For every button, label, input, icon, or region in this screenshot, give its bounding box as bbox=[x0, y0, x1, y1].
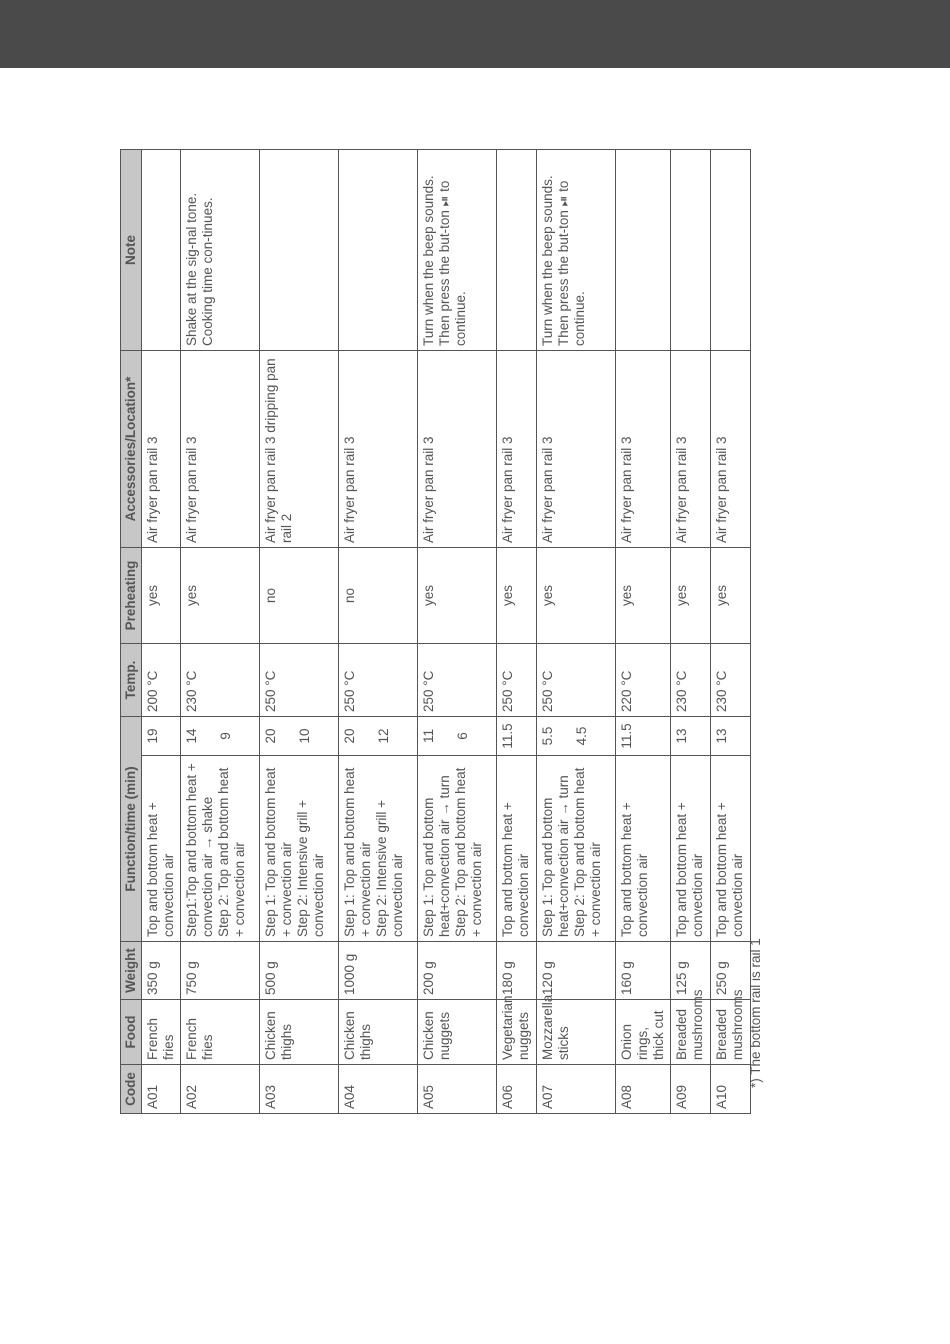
cell-time bbox=[418, 717, 497, 756]
cell-accessories: Air fryer pan rail 3 bbox=[418, 351, 497, 548]
table-header-row bbox=[121, 150, 142, 1114]
function-step: Step 1: Top and bottom heat+convection air → turn bbox=[540, 775, 571, 937]
function-step: Top and bottom heat + convection air bbox=[500, 802, 531, 937]
cell-function bbox=[181, 756, 260, 942]
cell-note bbox=[260, 150, 339, 351]
cell-weight: 200 g bbox=[418, 942, 497, 1000]
function-step: Step1:Top and bottom heat + convection air → shake bbox=[184, 763, 215, 937]
header-note: Note bbox=[121, 150, 142, 351]
table-row bbox=[537, 150, 616, 1114]
cell-temp: 220 °C bbox=[616, 644, 671, 717]
cell-function bbox=[497, 756, 537, 942]
cell-accessories: Air fryer pan rail 3 bbox=[142, 351, 181, 548]
cell-note bbox=[671, 150, 711, 351]
cell-time bbox=[181, 717, 260, 756]
cell-accessories: Air fryer pan rail 3 bbox=[537, 351, 616, 548]
time-value: 13 bbox=[674, 728, 689, 744]
top-bar bbox=[0, 0, 950, 68]
table-row bbox=[616, 150, 671, 1114]
cell-food: French fries bbox=[181, 1000, 260, 1065]
cell-time bbox=[260, 717, 339, 756]
table-row bbox=[260, 150, 339, 1114]
cell-function bbox=[537, 756, 616, 942]
cell-accessories: Air fryer pan rail 3 bbox=[497, 351, 537, 548]
cell-code: A02 bbox=[181, 1065, 260, 1114]
cell-function bbox=[671, 756, 711, 942]
cell-note: Turn when the beep sounds. Then press the but-ton ⏯ to continue. bbox=[418, 150, 497, 351]
cell-function bbox=[260, 756, 339, 942]
cell-accessories: Air fryer pan rail 3 bbox=[181, 351, 260, 548]
cell-preheating: no bbox=[260, 548, 339, 644]
cell-note bbox=[339, 150, 418, 351]
cell-time bbox=[497, 717, 537, 756]
cell-temp: 250 °C bbox=[418, 644, 497, 717]
function-step: Step 2: Intensive grill + convection air bbox=[374, 800, 405, 937]
cell-accessories: Air fryer pan rail 3 bbox=[339, 351, 418, 548]
footnote: *) The bottom rail is rail 1 bbox=[748, 938, 763, 1088]
cell-note bbox=[711, 150, 751, 351]
cell-function bbox=[142, 756, 181, 942]
function-step: Step 2: Intensive grill + convection air bbox=[295, 800, 326, 937]
cell-function bbox=[418, 756, 497, 942]
cell-weight: 160 g bbox=[616, 942, 671, 1000]
cell-code: A05 bbox=[418, 1065, 497, 1114]
cell-temp: 250 °C bbox=[497, 644, 537, 717]
cell-preheating: yes bbox=[181, 548, 260, 644]
header-temp: Temp. bbox=[121, 644, 142, 717]
cell-temp: 230 °C bbox=[711, 644, 751, 717]
function-step: Top and bottom heat + convection air bbox=[145, 802, 176, 937]
cell-temp: 230 °C bbox=[671, 644, 711, 717]
cell-code: A04 bbox=[339, 1065, 418, 1114]
header-accessories: Accessories/Location* bbox=[121, 351, 142, 548]
cell-preheating: yes bbox=[711, 548, 751, 644]
cell-food: French fries bbox=[142, 1000, 181, 1065]
cell-code: A10 bbox=[711, 1065, 751, 1114]
cooking-table bbox=[120, 149, 751, 1114]
cell-time bbox=[616, 717, 671, 756]
table-row bbox=[418, 150, 497, 1114]
cell-weight: 250 g bbox=[711, 942, 751, 1000]
cell-code: A09 bbox=[671, 1065, 711, 1114]
cell-time bbox=[671, 717, 711, 756]
cell-code: A07 bbox=[537, 1065, 616, 1114]
cell-preheating: no bbox=[339, 548, 418, 644]
cell-function bbox=[339, 756, 418, 942]
table-row bbox=[339, 150, 418, 1114]
cell-food: Onion rings, thick cut bbox=[616, 1000, 671, 1065]
time-value: 20 bbox=[263, 728, 278, 744]
cell-time bbox=[537, 717, 616, 756]
header-function-time: Function/time (min) bbox=[121, 717, 142, 942]
cell-accessories: Air fryer pan rail 3 bbox=[616, 351, 671, 548]
cell-food: Chicken thighs bbox=[339, 1000, 418, 1065]
cell-food: Breaded mushrooms bbox=[671, 1000, 711, 1065]
cell-time bbox=[142, 717, 181, 756]
cell-function bbox=[616, 756, 671, 942]
cell-code: A08 bbox=[616, 1065, 671, 1114]
cell-weight: 750 g bbox=[181, 942, 260, 1000]
cell-weight: 120 g bbox=[537, 942, 616, 1000]
cell-preheating: yes bbox=[537, 548, 616, 644]
cell-food: Chicken nuggets bbox=[418, 1000, 497, 1065]
table-row bbox=[142, 150, 181, 1114]
time-value: 12 bbox=[376, 728, 391, 744]
function-step: Step 2: Top and bottom heat + convection air bbox=[572, 767, 603, 937]
cell-note bbox=[142, 150, 181, 351]
function-step: Step 1: Top and bottom heat + convection air bbox=[263, 767, 294, 937]
cooking-table-rotated bbox=[120, 150, 744, 1114]
header-preheating: Preheating bbox=[121, 548, 142, 644]
time-value: 14 bbox=[184, 728, 199, 744]
function-step: Top and bottom heat + convection air bbox=[674, 802, 705, 937]
time-value: 13 bbox=[714, 728, 729, 744]
time-value: 10 bbox=[297, 728, 312, 744]
table-row bbox=[671, 150, 711, 1114]
cell-weight: 350 g bbox=[142, 942, 181, 1000]
cell-preheating: yes bbox=[497, 548, 537, 644]
function-step: Top and bottom heat + convection air bbox=[714, 802, 745, 937]
cell-weight: 125 g bbox=[671, 942, 711, 1000]
header-code: Code bbox=[121, 1065, 142, 1114]
time-value: 19 bbox=[145, 728, 160, 744]
table-row bbox=[181, 150, 260, 1114]
cell-temp: 250 °C bbox=[537, 644, 616, 717]
cell-temp: 200 °C bbox=[142, 644, 181, 717]
cell-time bbox=[711, 717, 751, 756]
cell-temp: 250 °C bbox=[260, 644, 339, 717]
cell-accessories: Air fryer pan rail 3 bbox=[711, 351, 751, 548]
cell-preheating: yes bbox=[671, 548, 711, 644]
cell-note: Shake at the sig-nal tone. Cooking time con-tinues. bbox=[181, 150, 260, 351]
time-value: 4.5 bbox=[574, 726, 589, 746]
time-value: 5.5 bbox=[540, 726, 555, 746]
cell-note bbox=[616, 150, 671, 351]
time-value: 11.5 bbox=[500, 723, 515, 749]
time-value: 20 bbox=[342, 728, 357, 744]
cell-food: Vegetarian nuggets bbox=[497, 1000, 537, 1065]
cell-weight: 1000 g bbox=[339, 942, 418, 1000]
cell-food: Chicken thighs bbox=[260, 1000, 339, 1065]
header-food: Food bbox=[121, 1000, 142, 1065]
cell-temp: 250 °C bbox=[339, 644, 418, 717]
table-row bbox=[711, 150, 751, 1114]
cell-food: Mozzarella sticks bbox=[537, 1000, 616, 1065]
function-step: Step 2: Top and bottom heat + convection air bbox=[453, 767, 484, 937]
time-value: 11 bbox=[421, 729, 436, 744]
time-value: 9 bbox=[218, 732, 233, 740]
cell-time bbox=[339, 717, 418, 756]
cell-code: A01 bbox=[142, 1065, 181, 1114]
header-weight: Weight bbox=[121, 942, 142, 1000]
cell-accessories: Air fryer pan rail 3 bbox=[671, 351, 711, 548]
cell-preheating: yes bbox=[616, 548, 671, 644]
function-step: Step 2: Top and bottom heat + convection air bbox=[216, 767, 247, 937]
cell-function bbox=[711, 756, 751, 942]
cell-temp: 230 °C bbox=[181, 644, 260, 717]
cell-note bbox=[497, 150, 537, 351]
cell-weight: 500 g bbox=[260, 942, 339, 1000]
function-step: Top and bottom heat + convection air bbox=[619, 802, 650, 937]
time-value: 11.5 bbox=[619, 723, 634, 749]
cell-preheating: yes bbox=[142, 548, 181, 644]
cell-accessories: Air fryer pan rail 3 dripping pan rail 2 bbox=[260, 351, 339, 548]
time-value: 6 bbox=[455, 732, 470, 740]
function-step: Step 1: Top and bottom heat + convection air bbox=[342, 767, 373, 937]
cell-code: A06 bbox=[497, 1065, 537, 1114]
table-row bbox=[497, 150, 537, 1114]
table-body bbox=[142, 150, 751, 1114]
function-step: Step 1: Top and bottom heat+convection air → turn bbox=[421, 775, 452, 937]
cell-note: Turn when the beep sounds. Then press the but-ton ⏯ to continue. bbox=[537, 150, 616, 351]
cell-preheating: yes bbox=[418, 548, 497, 644]
cell-food: Breaded mushrooms bbox=[711, 1000, 751, 1065]
cell-weight: 180 g bbox=[497, 942, 537, 1000]
cell-code: A03 bbox=[260, 1065, 339, 1114]
